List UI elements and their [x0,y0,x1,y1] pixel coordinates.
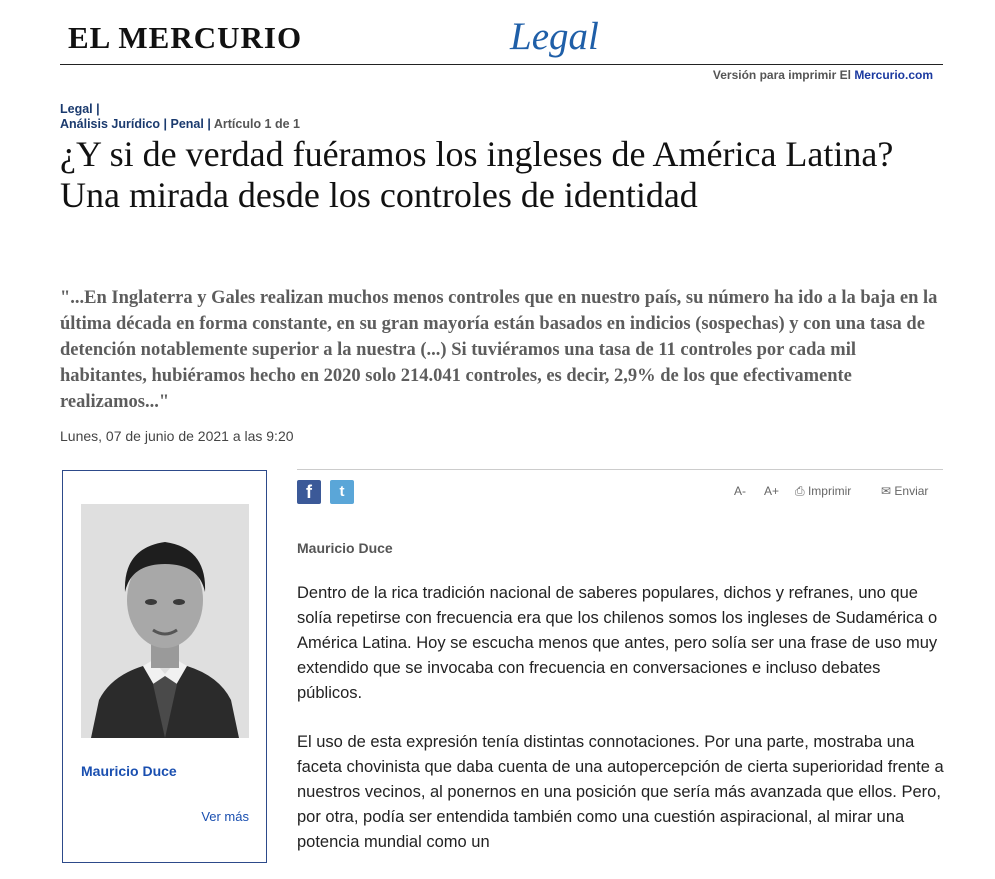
breadcrumb-legal[interactable]: Legal [60,102,93,116]
breadcrumb [60,102,300,132]
article-title: ¿Y si de verdad fuéramos los ingleses de América Latina? Una mirada desde los controles de identidad [60,134,894,215]
breadcrumb-separator: | [163,117,171,131]
article-date: Lunes, 07 de junio de 2021 a las 9:20 [60,428,294,444]
print-button[interactable] [795,484,851,499]
article-toolbar [297,480,943,504]
font-increase-button[interactable]: A+ [764,484,780,498]
author-name[interactable]: Mauricio Duce [81,763,177,779]
twitter-share-icon[interactable]: t [330,480,354,504]
article-position: Artículo 1 de 1 [213,117,300,131]
printer-icon: ⎙ [795,484,805,498]
mercurio-link[interactable]: Mercurio.com [854,68,933,82]
article-paragraph: Dentro de la rica tradición nacional de saberes populares, dichos y refranes, uno que solía repetirse con frecuencia era que los chilenos somos los ingleses de Sudamérica o América Latina. Hoy se escucha menos que antes, pero solía ser una frase de uso muy extendido que se invocaba con frecuencia en conversaciones e incluso debates públicos. [297,584,938,702]
article-body [297,540,947,879]
envelope-icon: ✉ [881,484,892,498]
author-photo [81,504,249,738]
breadcrumb-analisis[interactable]: Análisis Jurídico [60,117,161,131]
send-label: Enviar [894,484,929,498]
send-button[interactable] [881,484,928,498]
article-paragraph: El uso de esta expresión tenía distintas connotaciones. Por una parte, mostraba una faceta chovinista que daba cuenta de una autopercepción de cierta superioridad frente a nuestros vecinos, al ponernos en una posición que sería más avanzada que ellos. Pero, por otra, podía ser entendida también como una cuestión aspiracional, al mirar una potencia mundial como un [297,733,944,851]
article-lead: "...En Inglaterra y Gales realizan muchos menos controles que en nuestro país, su número ha ido a la baja en la última década en forma constante, en su gran mayoría están basados en indicios (sospechas) y con una tasa de detención notablemente superior a la nuestra (...) Si tuviéramos una tasa de 11 controles por cada mil habitantes, hubiéramos hecho en 2020 solo 214.041 controles, es decir, 2,9% de los que efectivamente realizamos..." [60,288,938,412]
font-decrease-button[interactable]: A- [734,484,746,498]
breadcrumb-separator: | [207,117,214,131]
breadcrumb-penal[interactable]: Penal [170,117,204,131]
brand-logo[interactable]: EL MERCURIO [68,20,303,55]
breadcrumb-separator: | [96,102,100,116]
print-label: Imprimir [807,484,852,498]
print-version-label: Versión para imprimir El [712,68,851,82]
toolbar-divider [297,469,943,470]
print-version-notice [713,68,933,82]
facebook-share-icon[interactable]: f [297,480,321,504]
masthead-divider [60,64,943,65]
masthead [68,14,948,62]
article-byline: Mauricio Duce [297,540,393,556]
section-logo[interactable]: Legal [510,15,599,58]
author-box [62,470,267,863]
ver-mas-link[interactable]: Ver más [201,809,249,824]
